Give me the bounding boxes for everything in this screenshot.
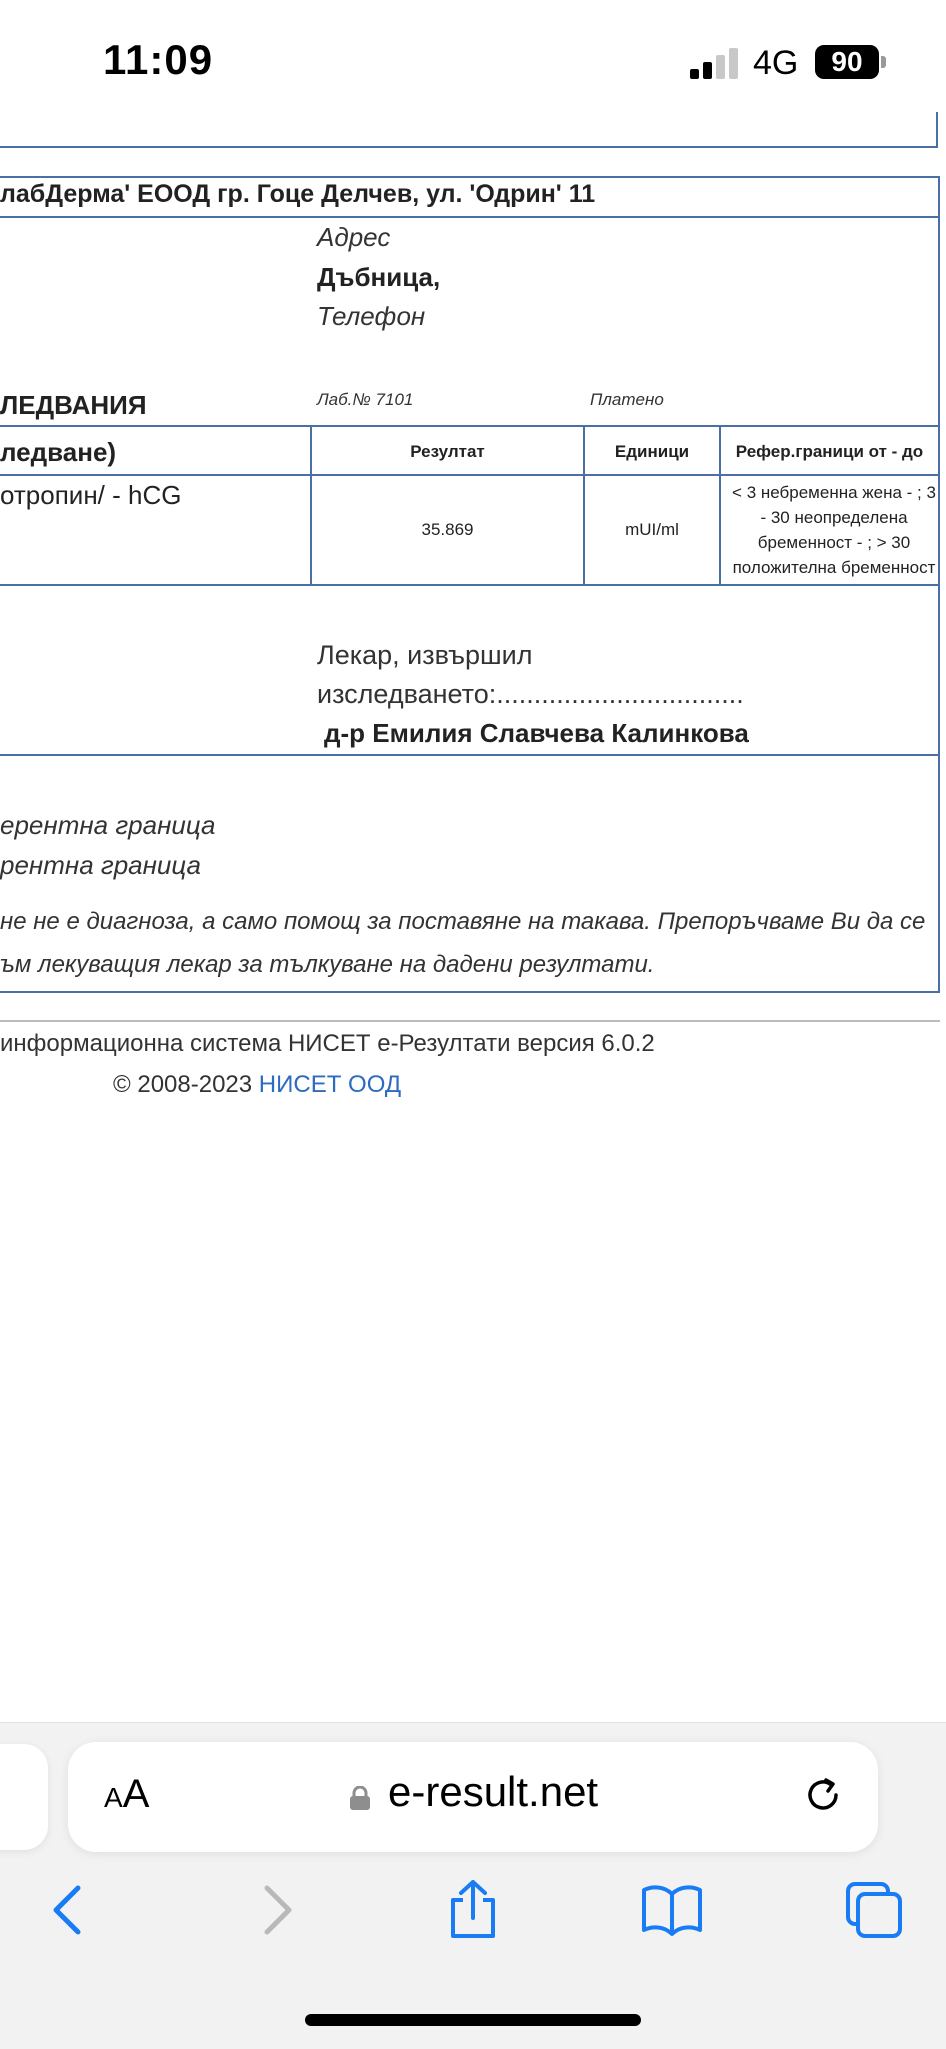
column-header-test: ледване) [0,437,117,467]
doctor-name: д-р Емилия Славчева Калинкова [324,718,749,748]
note-reference-low: рентна граница [0,850,202,880]
phone-label: Телефон [317,301,426,331]
reference-line: - 30 неопределена [760,508,908,527]
test-result: 35.869 [421,520,474,539]
lock-icon [349,1786,371,1810]
home-indicator [305,2014,641,2026]
divider [936,112,938,148]
copyright-text: © 2008-2023 [113,1071,253,1098]
column-header-units: Единици [614,442,690,461]
divider [0,991,940,993]
url-text[interactable]: e-result.net [388,1768,599,1815]
divider [0,176,940,178]
niset-link[interactable]: НИСЕТ ООД [258,1071,402,1098]
share-icon[interactable] [443,1880,503,1940]
previous-tab-preview[interactable] [0,1744,48,1850]
doctor-label: Лекар, извършил [317,640,533,670]
disclaimer-line-2: ъм лекуващия лекар за тълкуване на дадени резултати. [0,951,655,978]
divider [0,754,940,756]
section-title: ЛЕДВАНИЯ [0,390,147,420]
battery-icon: 90 [815,45,879,79]
test-units: mUI/ml [625,520,679,539]
disclaimer-line-1: не не е диагноза, а само помощ за поставяне на такава. Препоръчваме Ви да се [0,908,926,935]
lab-number: Лаб.№ 7101 [317,390,414,409]
tabs-icon[interactable] [844,1880,904,1940]
network-type: 4G [753,44,799,82]
address-label: Адрес [317,222,391,252]
lab-header-title: лабДерма' ЕООД гр. Гоце Делчев, ул. 'Одрин' 11 [0,180,596,208]
back-icon[interactable] [40,1880,100,1940]
reader-options-button[interactable]: AA [104,1772,150,1816]
test-name: отропин/ - hCG [0,480,182,510]
paid-label: Платено [590,390,664,409]
test-reference-range [722,480,946,580]
footer-system-info: информационна система НИСЕТ е-Резултати версия 6.0.2 [0,1030,655,1057]
divider [0,425,940,427]
reload-icon[interactable] [800,1772,846,1818]
address-value: Дъбница, [317,262,441,292]
divider [0,216,940,218]
status-time: 11:09 [103,36,214,83]
reference-line: < 3 небременна жена - ; 3 [732,483,936,502]
doctor-signature-line: изследването:................................. [317,679,744,709]
column-header-result: Резултат [410,442,485,461]
forward-icon[interactable] [245,1880,305,1940]
divider [0,146,938,148]
column-header-reference: Рефер.граници от - до [735,442,924,461]
divider [0,1020,940,1022]
bookmarks-icon[interactable] [642,1880,702,1940]
reference-line: бременност - ; > 30 [757,533,911,552]
note-reference-high: ерентна граница [0,810,216,840]
reference-line: положителна бременност [732,558,936,577]
divider [0,584,940,586]
footer-copyright [113,1071,401,1099]
